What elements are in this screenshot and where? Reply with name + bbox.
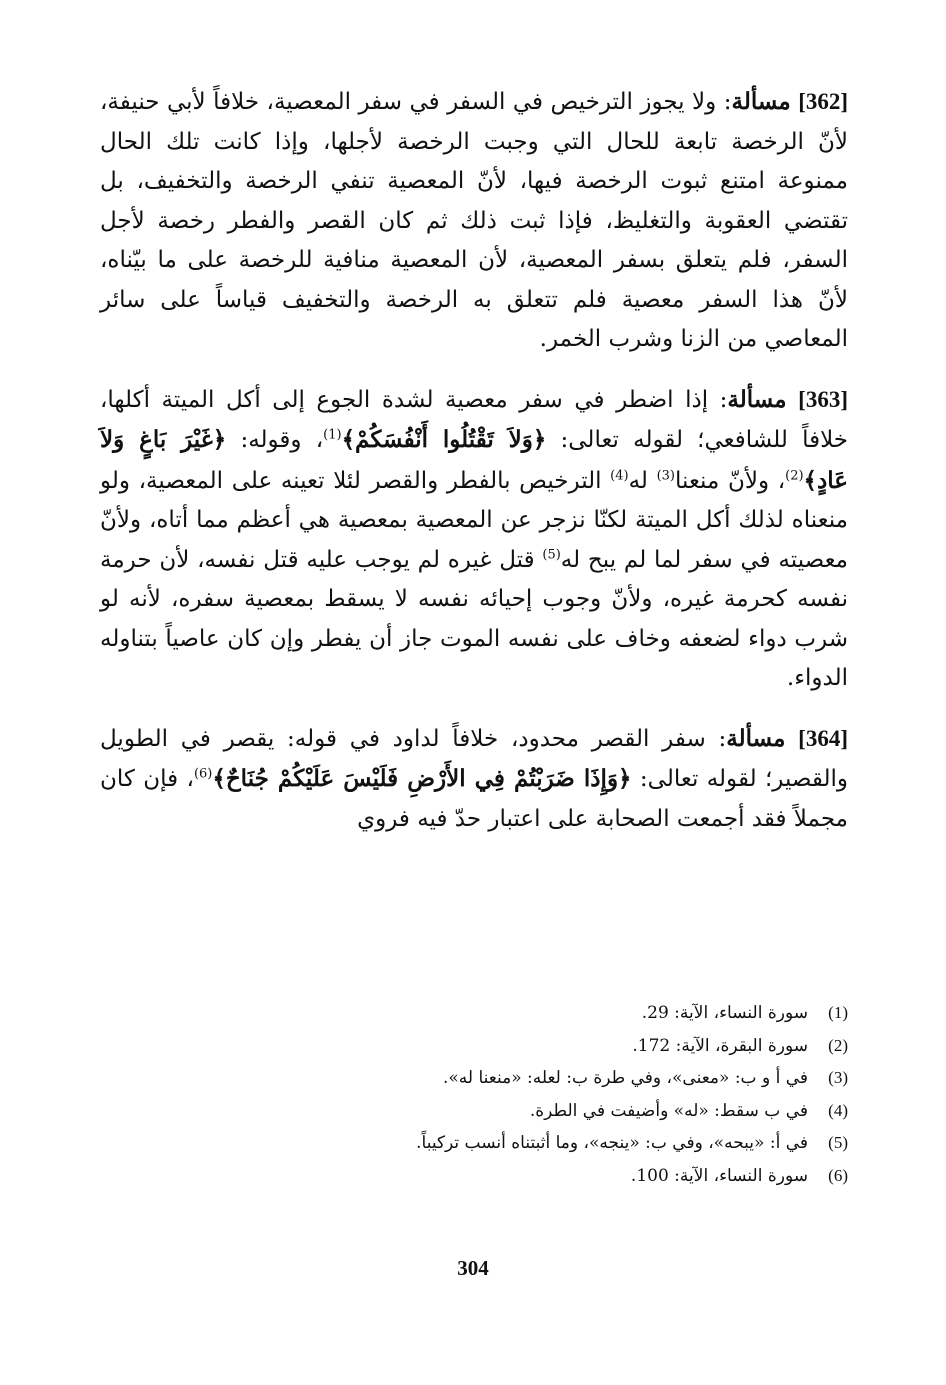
body-text: : ولا يجوز الترخيص في السفر في سفر المعصية، خلافاً لأبي حنيفة، لأنّ الرخصة تابعة للحال التي وجبت الرخصة لأجلها، وإذا كانت تلك الحال ممنوعة امتنع ثبوت الرخصة فيها، لأنّ المعصية تنفي الرخصة والتخفيف، بل تقتضي العقوبة والتغليظ، فإذا ثبت ذلك ثم كان القصر والفطر رخصة لأجل السفر، فلم يتعلق بسفر المعصية، لأن المعصية منافية للرخصة على ما بيّناه، لأنّ هذا السفر معصية فلم تتعلق به الرخصة والتخفيف قياساً على سائر المعاصي من الزنا وشرب الخمر. [100,89,848,352]
footnote-ref: (1) [323,427,342,443]
quran-quote: ﴿وَلاَ تَقْتُلُوا أَنْفُسَكُمْ﴾ [341,426,547,453]
footnotes [100,997,848,1192]
footnote-number: (3) [828,1068,848,1087]
issue-number: [362] [798,89,849,114]
footnote-number: (2) [828,1035,848,1055]
issue-paragraph [100,719,848,840]
footnote [100,1095,848,1128]
footnote-text: سورة النساء، الآية: 100. [630,1165,808,1186]
issue-body [100,89,848,352]
issue-paragraph [100,380,848,699]
footnote-text: سورة البقرة، الآية: 172. [632,1035,808,1056]
footnote [100,1062,848,1095]
footnote-number: (4) [828,1100,848,1120]
footnote [100,997,848,1030]
quran-quote: ﴿غَيْرَ بَاغٍ وَلاَ عَادٍ﴾ [100,426,848,494]
footnote-text: في أ: «يبحه»، وفي ب: «ينجه»، وما أثبتناه أنسب تركيباً. [416,1133,808,1153]
body-text: له [628,467,657,494]
body-text: : سفر القصر محدود، خلافاً لداود في قوله: يقصر في الطويل والقصير؛ لقوله تعالى: [100,725,848,792]
footnote-ref: (6) [193,766,213,782]
page-number: 304 [457,1256,489,1280]
footnote [100,1127,848,1160]
body-text: ، وقوله: [226,427,324,453]
footnote-text: في أ و ب: «معنى»، وفي طرة ب: لعله: «منعنا له». [442,1068,808,1088]
footnote-ref: (3) [656,467,675,483]
body-text: : إذا اضطر في سفر معصية لشدة الجوع إلى أكل الميتة أكلها، خلافاً للشافعي؛ لقوله تعالى: [100,386,849,453]
body-text: الترخيص بالفطر والقصر لئلا تعينه على المعصية، ولو منعناه لذلك أكل الميتة لكنّا نزجر عن المعصية بمعصية هي أعظم مما أتاه، ولأنّ معصيته في سفر لما لم يبح له [100,467,848,573]
footnote-text: في ب سقط: «له» وأضيفت في الطرة. [529,1100,808,1121]
body-text: ، فإن كان مجملاً فقد أجمعت الصحابة على اعتبار حدّ فيه فروي [100,766,848,832]
issue-body [100,387,848,692]
main-text [100,82,848,859]
quran-quote: ﴿وَإِذَا ضَرَبْتُمْ فِي الأَرْضِ فَلَيْسَ عَلَيْكُمْ جُنَاحٌ﴾ [212,765,632,792]
issue-number: [364] [798,725,848,751]
footnote-ref: (4) [610,467,629,483]
footnote-number: (5) [828,1133,848,1152]
footnote [100,1160,848,1193]
footnote-number: (1) [828,1003,848,1022]
body-text: ، ولأنّ منعنا [675,467,786,494]
footnote-text: سورة النساء، الآية: 29. [641,1003,808,1023]
footnote [100,1030,848,1063]
footnote-number: (6) [828,1165,848,1185]
footnote-ref: (5) [542,546,561,562]
issue-number: [363] [798,386,848,412]
footnote-ref: (2) [785,467,804,483]
issue-paragraph [100,82,848,360]
body-text: قتل غيره لم يوجب عليه قتل نفسه، لأن حرمة نفسه كحرمة غيره، ولأنّ وجوب إحيائه نفسه لا يسقط بمعصية سفره، لأنه لو شرب دواء لضعفه وخاف على نفسه الموت جاز أن يفطر وإن كان عاصياً بتناوله الدواء. [100,546,848,691]
issue-label: مسألة [731,88,791,115]
issue-label: مسألة [726,724,786,752]
issue-label: مسألة [727,385,787,413]
